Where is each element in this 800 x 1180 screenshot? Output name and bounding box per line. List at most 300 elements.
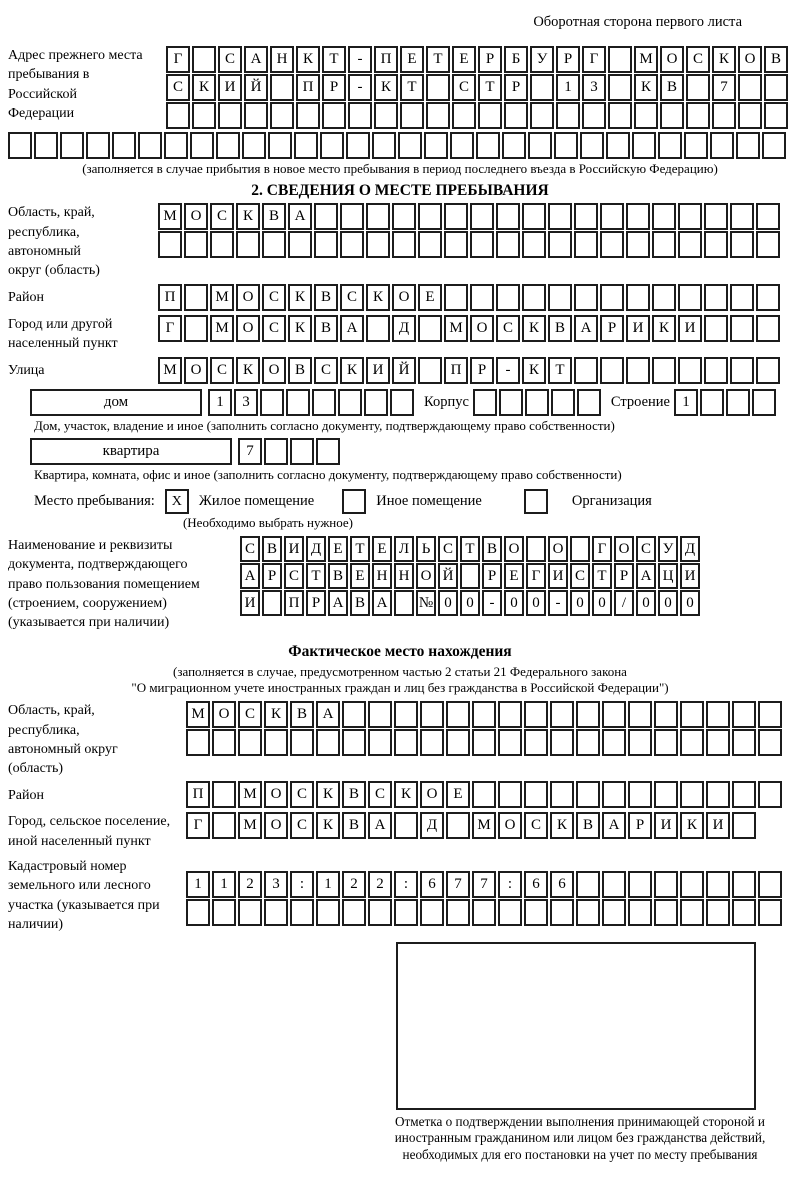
char-box-row: [158, 231, 780, 258]
char-box: [706, 781, 730, 808]
char-box: О: [184, 357, 208, 384]
char-box: С: [452, 74, 476, 101]
char-box: Р: [262, 563, 282, 589]
char-box: [632, 132, 656, 159]
char-box: М: [210, 284, 234, 311]
char-box: К: [394, 781, 418, 808]
char-box: С: [166, 74, 190, 101]
char-box: 1: [212, 871, 236, 898]
prev-address-label: Адрес прежнего места пребывания в Российской Федерации: [8, 48, 143, 121]
stay-option-living-label: Жилое помещение: [198, 493, 315, 510]
char-box: С: [636, 536, 656, 562]
char-box: [364, 389, 388, 416]
char-box: [424, 132, 448, 159]
char-box: [680, 729, 704, 756]
char-box: [8, 132, 32, 159]
char-box: [342, 701, 366, 728]
char-box: О: [614, 536, 634, 562]
char-box: Е: [328, 536, 348, 562]
char-box: И: [240, 590, 260, 616]
char-box: [498, 701, 522, 728]
char-box: [576, 701, 600, 728]
char-box: С: [524, 812, 548, 839]
char-box: [418, 315, 442, 342]
apartment-note: Квартира, комната, офис и иное (заполнить согласно документу, подтверждающему право собственности): [34, 467, 622, 483]
char-box: Й: [392, 357, 416, 384]
char-box-row: [158, 357, 780, 384]
stay-type-note: (Необходимо выбрать нужное): [182, 515, 354, 531]
char-box: Р: [556, 46, 580, 73]
char-box: [550, 781, 574, 808]
char-box: [270, 74, 294, 101]
confirmation-mark-box: [396, 942, 756, 1110]
district-block: [8, 284, 792, 312]
char-box: [236, 231, 260, 258]
district-label: Район: [8, 289, 44, 305]
char-box: [524, 729, 548, 756]
char-box: [340, 231, 364, 258]
char-box-row: [186, 701, 782, 728]
char-box: [192, 46, 216, 73]
char-box: [602, 701, 626, 728]
char-box: [418, 357, 442, 384]
char-box: [390, 389, 414, 416]
char-box: [452, 102, 476, 129]
char-box: [394, 899, 418, 926]
char-box: [524, 899, 548, 926]
char-box: [530, 102, 554, 129]
char-box: Р: [306, 590, 326, 616]
confirmation-mark-caption: Отметка о подтверждении выполнения принимающей стороной и иностранным гражданином или лицом без гражданства действий, необходимых для его постановки на учет по месту пребывания: [394, 1114, 766, 1162]
document-label: Наименование и реквизиты документа, подтверждающего право пользования помещением (строением, сооружением) (указывается при наличии): [8, 538, 200, 631]
char-box: Е: [452, 46, 476, 73]
char-box: 6: [550, 871, 574, 898]
char-box: [398, 132, 422, 159]
char-box: [628, 701, 652, 728]
char-box: О: [236, 284, 260, 311]
char-box: [686, 102, 710, 129]
char-box: [526, 536, 546, 562]
char-box: [392, 231, 416, 258]
char-box: В: [576, 812, 600, 839]
char-box: [758, 871, 782, 898]
char-box: [316, 899, 340, 926]
prev-address-block: [8, 46, 792, 130]
char-box: [654, 899, 678, 926]
char-box: [472, 899, 496, 926]
char-box: К: [366, 284, 390, 311]
char-box: :: [394, 871, 418, 898]
char-box: Г: [158, 315, 182, 342]
char-box: [758, 729, 782, 756]
char-box: [758, 899, 782, 926]
char-box: [158, 231, 182, 258]
char-box: [730, 203, 754, 230]
char-box: И: [548, 563, 568, 589]
char-box: Е: [446, 781, 470, 808]
char-box: С: [284, 563, 304, 589]
page-corner-title: Оборотная сторона первого листа: [533, 14, 742, 30]
char-box: [472, 781, 496, 808]
apartment-number-boxes: [238, 438, 340, 465]
char-box: [296, 102, 320, 129]
char-box: Т: [322, 46, 346, 73]
char-box: [374, 102, 398, 129]
char-box: [574, 284, 598, 311]
char-box: Т: [460, 536, 480, 562]
char-box: [260, 389, 284, 416]
char-box: [634, 102, 658, 129]
char-box: П: [158, 284, 182, 311]
char-box: 6: [420, 871, 444, 898]
korpus-boxes: [473, 389, 601, 416]
char-box: [752, 389, 776, 416]
char-box: 7: [472, 871, 496, 898]
char-box: С: [496, 315, 520, 342]
char-box: [608, 74, 632, 101]
char-box: В: [328, 563, 348, 589]
char-box: 0: [658, 590, 678, 616]
char-box: [392, 203, 416, 230]
char-box: [524, 781, 548, 808]
char-box: М: [158, 203, 182, 230]
char-box: [242, 132, 266, 159]
char-box: :: [498, 871, 522, 898]
char-box: [756, 203, 780, 230]
char-box: [190, 132, 214, 159]
char-box: С: [290, 812, 314, 839]
char-box-row: [240, 563, 700, 589]
char-box: А: [316, 701, 340, 728]
char-box: О: [420, 781, 444, 808]
fact-district-block: [8, 781, 792, 809]
char-box: М: [634, 46, 658, 73]
char-box: О: [236, 315, 260, 342]
char-box: В: [314, 284, 338, 311]
apartment-type-box: квартира: [30, 438, 232, 465]
fact-city-block: [8, 812, 792, 851]
char-box: [470, 231, 494, 258]
char-box: [264, 899, 288, 926]
char-box: [498, 899, 522, 926]
char-box: [446, 812, 470, 839]
char-box: -: [348, 74, 372, 101]
char-box: 0: [636, 590, 656, 616]
actual-location-note-line1: (заполняется в случае, предусмотренном частью 2 статьи 21 Федерального закона: [173, 663, 627, 679]
char-box: [576, 781, 600, 808]
char-box-row: [240, 590, 700, 616]
char-box: [738, 74, 762, 101]
char-box: И: [706, 812, 730, 839]
char-box: [184, 315, 208, 342]
char-box: [602, 871, 626, 898]
char-box: В: [288, 357, 312, 384]
char-box: Г: [526, 563, 546, 589]
char-box: [290, 899, 314, 926]
char-box: [706, 701, 730, 728]
char-box: О: [498, 812, 522, 839]
char-box: [704, 315, 728, 342]
char-box: Н: [394, 563, 414, 589]
char-box: О: [262, 357, 286, 384]
char-box: А: [636, 563, 656, 589]
char-box: [758, 781, 782, 808]
char-box-row: [186, 812, 756, 839]
char-box-row: [158, 203, 780, 230]
char-box: Т: [306, 563, 326, 589]
char-box: [600, 203, 624, 230]
char-box: [680, 701, 704, 728]
char-box: [320, 132, 344, 159]
char-box: [654, 701, 678, 728]
char-box: [628, 899, 652, 926]
apartment-row: [30, 438, 792, 465]
char-box: С: [262, 284, 286, 311]
char-box: №: [416, 590, 436, 616]
char-box: [678, 231, 702, 258]
char-box: [580, 132, 604, 159]
char-box: [678, 203, 702, 230]
char-box: У: [530, 46, 554, 73]
char-box: [496, 231, 520, 258]
char-box: [570, 536, 590, 562]
char-box: Д: [420, 812, 444, 839]
char-box: Е: [418, 284, 442, 311]
char-box: 0: [504, 590, 524, 616]
char-box: Н: [372, 563, 392, 589]
char-box: [470, 203, 494, 230]
char-box: [628, 729, 652, 756]
char-box: [340, 203, 364, 230]
street-label: Улица: [8, 363, 45, 379]
char-box: Т: [592, 563, 612, 589]
char-box: [626, 284, 650, 311]
char-box: А: [240, 563, 260, 589]
char-box-row: [186, 781, 782, 808]
char-box: [628, 781, 652, 808]
char-box: [762, 132, 786, 159]
house-row: [30, 389, 792, 416]
char-box: [294, 132, 318, 159]
char-box: К: [316, 781, 340, 808]
char-box: [346, 132, 370, 159]
char-box: [756, 315, 780, 342]
char-box: Ь: [416, 536, 436, 562]
char-box: [600, 284, 624, 311]
char-box: [548, 231, 572, 258]
city-block: [8, 315, 792, 354]
char-box: [654, 781, 678, 808]
char-box: К: [288, 284, 312, 311]
char-box: К: [236, 357, 260, 384]
house-note: Дом, участок, владение и иное (заполнить согласно документу, подтверждающему право собственности): [34, 418, 615, 434]
cadastre-label: Кадастровый номер земельного или лесного участка (указывается при наличии): [8, 859, 160, 932]
char-box: И: [284, 536, 304, 562]
fact-region-rows: [186, 701, 782, 757]
char-box: [738, 102, 762, 129]
char-box: К: [264, 701, 288, 728]
char-box: [499, 389, 523, 416]
char-box: 1: [316, 871, 340, 898]
char-box: Е: [400, 46, 424, 73]
char-box: М: [238, 781, 262, 808]
document-rows: [240, 536, 700, 617]
char-box: И: [626, 315, 650, 342]
char-box: [314, 231, 338, 258]
char-box: [606, 132, 630, 159]
char-box: [338, 389, 362, 416]
char-box: [312, 389, 336, 416]
char-box: В: [262, 203, 286, 230]
char-box: [660, 102, 684, 129]
char-box: П: [444, 357, 468, 384]
char-box: [216, 132, 240, 159]
char-box: [576, 729, 600, 756]
char-box: [348, 102, 372, 129]
cadastre-rows: [186, 857, 782, 927]
char-box: Л: [394, 536, 414, 562]
char-box: [530, 74, 554, 101]
char-box: [736, 132, 760, 159]
char-box: [286, 389, 310, 416]
char-box: Е: [504, 563, 524, 589]
char-box: [372, 132, 396, 159]
char-box: М: [210, 315, 234, 342]
char-box: [654, 729, 678, 756]
char-box: К: [192, 74, 216, 101]
char-box: [600, 357, 624, 384]
char-box: [186, 729, 210, 756]
char-box: [732, 899, 756, 926]
char-box: О: [470, 315, 494, 342]
char-box: [550, 701, 574, 728]
char-box: В: [350, 590, 370, 616]
char-box: [576, 899, 600, 926]
char-box: [478, 102, 502, 129]
char-box-row: [158, 284, 780, 311]
char-box: [524, 701, 548, 728]
char-box: [658, 132, 682, 159]
char-box: А: [372, 590, 392, 616]
char-box: [420, 899, 444, 926]
char-box: [446, 729, 470, 756]
char-box: С: [218, 46, 242, 73]
char-box: 2: [368, 871, 392, 898]
char-box: К: [652, 315, 676, 342]
char-box: [450, 132, 474, 159]
char-box: А: [368, 812, 392, 839]
char-box: О: [660, 46, 684, 73]
checkbox-other-premises: [342, 489, 366, 514]
char-box: [290, 438, 314, 465]
char-box: [528, 132, 552, 159]
char-box: [290, 729, 314, 756]
char-box: [504, 102, 528, 129]
char-box: А: [602, 812, 626, 839]
char-box: [684, 132, 708, 159]
char-box: [342, 899, 366, 926]
char-box: У: [658, 536, 678, 562]
char-box: [472, 729, 496, 756]
char-box: 0: [570, 590, 590, 616]
char-box: [262, 231, 286, 258]
char-box: 1: [186, 871, 210, 898]
char-box: П: [284, 590, 304, 616]
char-box: [34, 132, 58, 159]
char-box: Д: [392, 315, 416, 342]
char-box: [210, 231, 234, 258]
char-box: В: [262, 536, 282, 562]
char-box: [366, 315, 390, 342]
char-box: [418, 203, 442, 230]
char-box: [756, 231, 780, 258]
char-box: В: [548, 315, 572, 342]
char-box: В: [342, 781, 366, 808]
char-box: [525, 389, 549, 416]
checkbox-organization: [524, 489, 548, 514]
char-box: [444, 203, 468, 230]
actual-location-title: Фактическое место нахождения: [288, 642, 512, 660]
char-box: [556, 102, 580, 129]
char-box: [426, 74, 450, 101]
char-box-row: [186, 871, 782, 898]
char-box: Ц: [658, 563, 678, 589]
char-box: [473, 389, 497, 416]
char-box: 0: [438, 590, 458, 616]
char-box: А: [288, 203, 312, 230]
char-box: [342, 729, 366, 756]
char-box: [418, 231, 442, 258]
char-box: К: [712, 46, 736, 73]
char-box: 2: [342, 871, 366, 898]
char-box: [184, 231, 208, 258]
char-box: [262, 590, 282, 616]
char-box: [498, 781, 522, 808]
char-box: О: [212, 701, 236, 728]
char-box: В: [290, 701, 314, 728]
char-box: Г: [186, 812, 210, 839]
char-box: [732, 812, 756, 839]
char-box: [322, 102, 346, 129]
region-label: Область, край, республика, автономный округ (область): [8, 205, 100, 279]
char-box: С: [686, 46, 710, 73]
char-box-row: [158, 315, 780, 342]
fact-region-block: [8, 701, 792, 778]
char-box: Н: [270, 46, 294, 73]
char-box: [496, 284, 520, 311]
stay-option-organization-label: Организация: [571, 493, 652, 510]
stroenie-label: Строение: [610, 394, 670, 411]
char-box: С: [240, 536, 260, 562]
char-box: [394, 729, 418, 756]
city-label: Город или другой населенный пункт: [8, 316, 118, 351]
char-box: [652, 231, 676, 258]
char-box: [730, 357, 754, 384]
char-box: И: [678, 315, 702, 342]
stay-type-label: Место пребывания:: [34, 493, 155, 510]
char-box: [706, 729, 730, 756]
street-block: [8, 357, 792, 385]
char-box: [394, 701, 418, 728]
char-box: 1: [674, 389, 698, 416]
char-box: Т: [400, 74, 424, 101]
char-box: С: [314, 357, 338, 384]
char-box: [548, 284, 572, 311]
char-box: [522, 203, 546, 230]
char-box: Г: [166, 46, 190, 73]
char-box: [626, 231, 650, 258]
prev-address-rows: [166, 46, 788, 130]
